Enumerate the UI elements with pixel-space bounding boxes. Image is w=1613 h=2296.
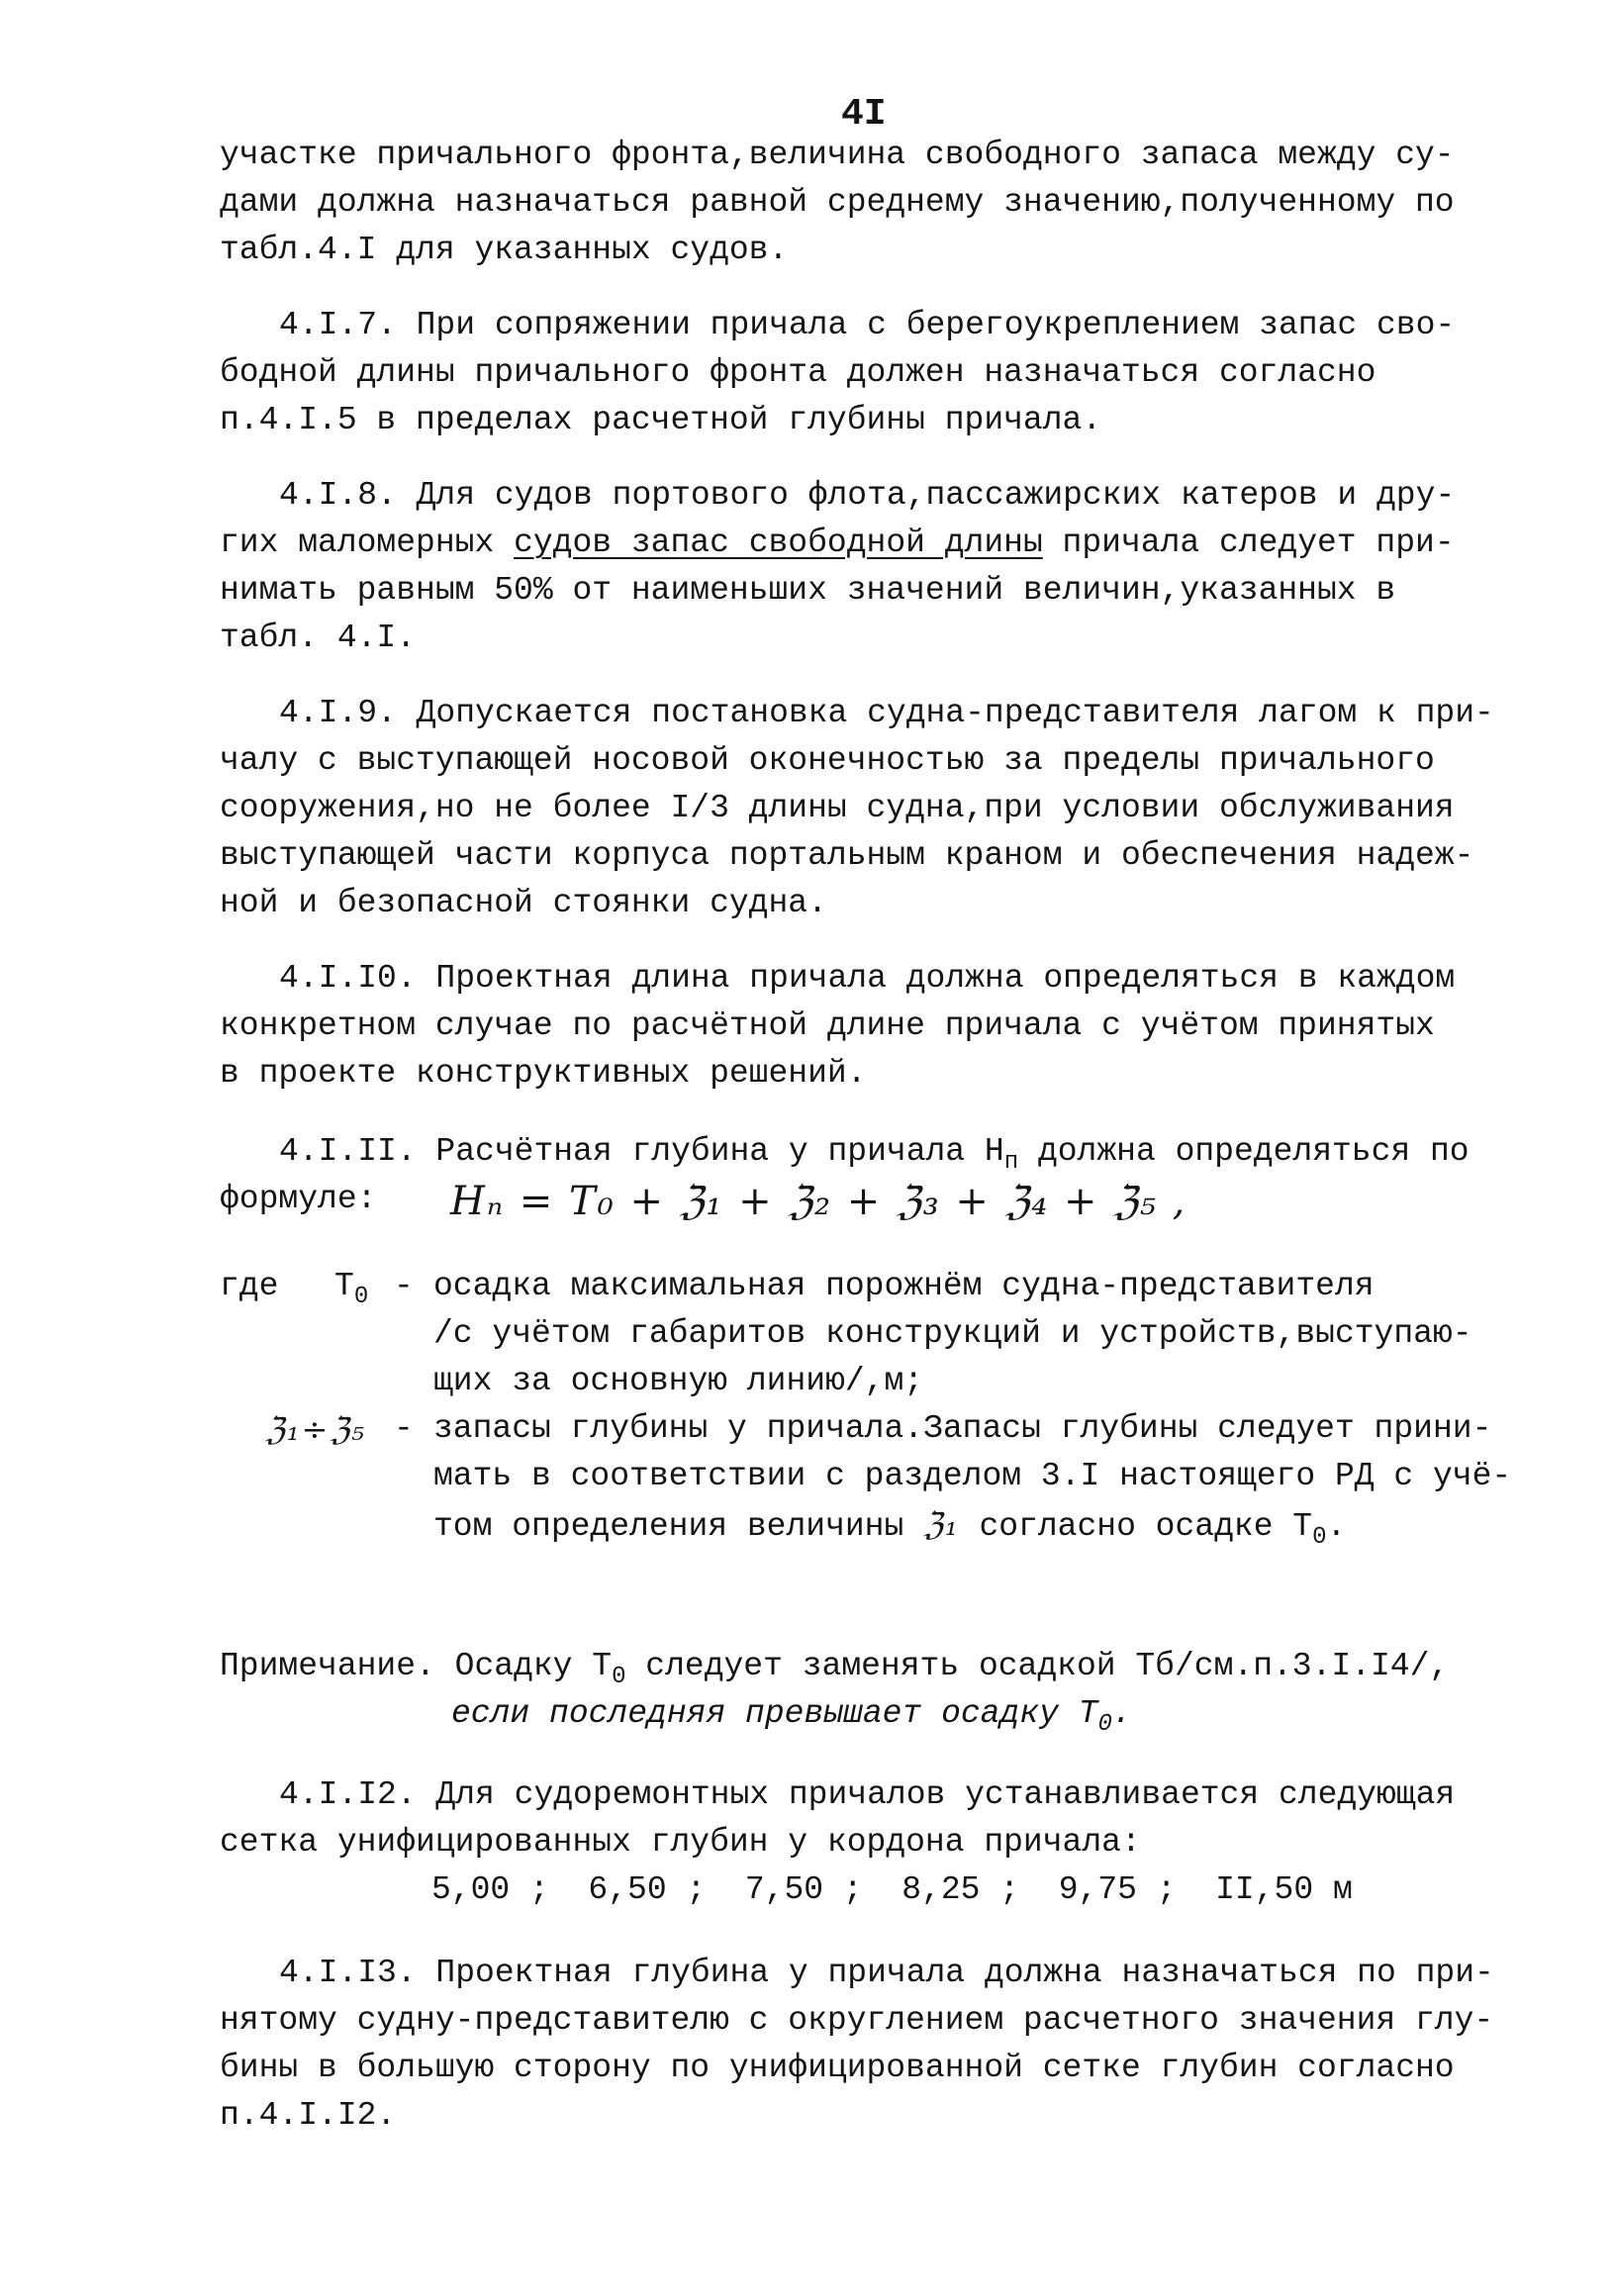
clause-4-1-7-line-1: 4.I.7. При сопряжении причала с берегоукреплением запас сво- xyxy=(279,307,1456,343)
clause-4-1-8-line-2-a: гих маломерных xyxy=(220,525,515,561)
clause-4-1-7-line-3: п.4.I.5 в пределах расчетной глубины причала. xyxy=(220,402,1102,438)
clause-4-1-8-underlined: судов запас свободной длины xyxy=(514,525,1043,561)
clause-4-1-13-line-1: 4.I.I3. Проектная глубина у причала должна назначаться по при- xyxy=(279,1955,1494,1991)
intro-line-3: табл.4.I для указанных судов. xyxy=(220,232,789,268)
clause-4-1-8-line-1: 4.I.8. Для судов портового флота,пассажирских катеров и дру- xyxy=(279,477,1456,514)
clause-4-1-13-line-2: нятому судну-представителю с округлением расчетного значения глу- xyxy=(220,2002,1494,2039)
clause-4-1-8-line-4: табл. 4.I. xyxy=(220,620,417,656)
clause-4-1-8-line-2-b: причала следует при- xyxy=(1042,525,1455,561)
note-text-b: следует заменять осадкой Tб/см.п.3.I.I4/, xyxy=(625,1648,1450,1684)
t0-subscript: 0 xyxy=(353,1284,369,1310)
z1-symbol: ℨ₁ xyxy=(923,1505,960,1543)
z-description-line-2: мать в соответствии с разделом 3.I настоящего РД с учё- xyxy=(433,1458,1512,1494)
t0-description-line-1: осадка максимальная порожнём судна-представителя xyxy=(433,1268,1375,1304)
t0-symbol xyxy=(334,1263,368,1321)
clause-4-1-9-line-3: сооружения,но не более I/3 длины судна,при условии обслуживания xyxy=(220,790,1455,826)
z-description-line-3 xyxy=(433,1500,1346,1562)
clause-4-1-11-text-b: должна определяться по xyxy=(1018,1133,1470,1170)
clause-4-1-12-line-2: сетка унифицированных глубин у кордона причала: xyxy=(220,1824,1141,1861)
z-dash: - xyxy=(394,1410,414,1447)
h-subscript: п xyxy=(1003,1149,1019,1176)
z-description-text-b: согласно осадке T xyxy=(959,1508,1313,1545)
t0-description-line-3: щих за основную линию/,м; xyxy=(433,1363,924,1399)
depth-formula: Hₙ = T₀ + ℨ₁ + ℨ₂ + ℨ₃ + ℨ₄ + ℨ₅ , xyxy=(450,1179,1187,1224)
clause-4-1-9-line-5: ной и безопасной стоянки судна. xyxy=(220,885,827,921)
z-range-symbol: ℨ₁÷ℨ₅ xyxy=(265,1410,366,1448)
intro-line-2: дами должна назначаться равной среднему значению,полученному по xyxy=(220,184,1455,221)
clause-4-1-8-line-3: нимать равным 50% от наименьших значений величин,указанных в xyxy=(220,572,1396,609)
note-text-a: Примечание. Осадку T xyxy=(220,1648,613,1684)
clause-4-1-12-line-1: 4.I.I2. Для судоремонтных причалов устанавливается следующая xyxy=(279,1776,1456,1813)
t0-letter: T xyxy=(334,1268,354,1304)
clause-4-1-7-line-2: бодной длины причального фронта должен назначаться согласно xyxy=(220,354,1376,391)
t0-description-line-2: /с учётом габаритов конструкций и устройств,выступаю- xyxy=(433,1315,1472,1352)
z-description-text-c: . xyxy=(1326,1508,1347,1545)
clause-4-1-9-line-1: 4.I.9. Допускается постановка судна-представителя лагом к при- xyxy=(279,695,1494,731)
clause-4-1-13-line-3: бины в большую сторону по унифицированной сетке глубин согласно xyxy=(220,2050,1455,2086)
clause-4-1-9-line-4: выступающей части корпуса портальным краном и обеспечения надеж- xyxy=(220,837,1474,874)
note-subscript-1: 0 xyxy=(612,1664,626,1690)
note-line-2 xyxy=(451,1690,1132,1749)
depth-grid-values: 5,00 ; 6,50 ; 7,50 ; 8,25 ; 9,75 ; II,50 м xyxy=(431,1871,1353,1908)
z-description-line-1: запасы глубины у причала.Запасы глубины следует прини- xyxy=(433,1410,1492,1447)
page-number: 4I xyxy=(841,93,887,136)
clause-4-1-10-line-1: 4.I.I0. Проектная длина причала должна определяться в каждом xyxy=(279,960,1456,997)
clause-4-1-10-line-3: в проекте конструктивных решений. xyxy=(220,1055,867,1092)
note-text-d: . xyxy=(1111,1695,1132,1732)
note-subscript-2: 0 xyxy=(1097,1711,1112,1738)
intro-line-1: участке причального фронта,величина свободного запаса между су- xyxy=(220,137,1455,173)
z-description-text-a: том определения величины xyxy=(433,1508,924,1545)
where-label: где xyxy=(220,1268,279,1304)
clause-4-1-8-line-2 xyxy=(220,520,1455,567)
clause-4-1-10-line-2: конкретном случае по расчётной длине причала с учётом принятых xyxy=(220,1007,1435,1044)
note-text-c: если последняя превышает осадку T xyxy=(451,1695,1098,1732)
clause-4-1-11-text-a: 4.I.II. Расчётная глубина у причала H xyxy=(279,1133,1004,1170)
clause-4-1-11-line-2: формуле: xyxy=(220,1181,377,1217)
t0-dash: - xyxy=(394,1268,414,1304)
clause-4-1-9-line-2: чалу с выступающей носовой оконечностью за пределы причального xyxy=(220,742,1435,779)
clause-4-1-13-line-4: п.4.I.I2. xyxy=(220,2097,397,2134)
t0-subscript-2: 0 xyxy=(1312,1524,1327,1551)
